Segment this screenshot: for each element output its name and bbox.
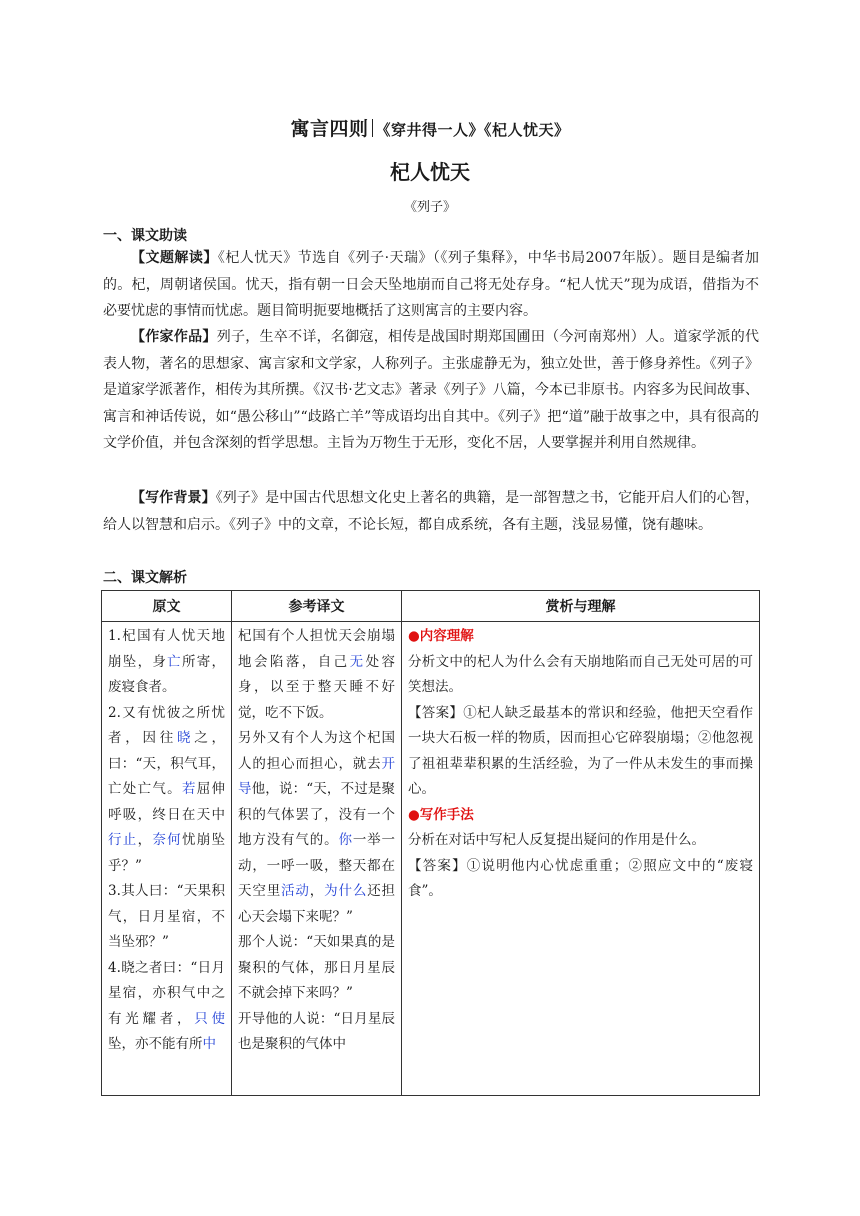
paragraph-text: 列子，生卒不详，名御寇，相传是战国时期郑国圃田（今河南郑州）人。道家学派的代表人物，著名的思想家、寓言家和文学家，人称列子。主张虚静无为，独立处世，善于修身养性。《列子》是道家学派著作，相传为其所撰。《汉书·艺文志》著录《列子》八篇，今本已非原书。内容多为民间故事、寓言和神话传说，如“愚公移山”“歧路亡羊”等成语均出自其中。《列子》把“道”融于故事之中，具有很高的文学价值，并包含深刻的哲学思想。主旨为万物生于无形，变化不居，人要掌握并利用自然规律。 [103,329,760,451]
paragraph-author-works [103,324,759,457]
table-header-row [102,591,760,622]
translation-cell [232,622,402,1096]
translation-sentence-2: 另外又有个人为这个杞国人的担心而担心，就去开导他，说：“天，不过是聚积的气体罢了，没有一个地方没有气的。你一举一动，一呼一吸，整天都在天空里活动，为什么还担心天会塌下来呢？” [238,730,396,925]
title-separator [372,119,373,137]
key-word: 行止 [108,832,138,848]
key-word: 你 [338,832,353,848]
paragraph-tag: 【作家作品】 [131,329,217,345]
analysis-table [101,590,760,1096]
section-heading-guide: 一、课文助读 [103,228,187,244]
section-heading-analysis: 二、课文解析 [103,570,187,586]
question-1: 分析文中的杞人为什么会有天崩地陷而自己无处可居的可笑想法。 [408,653,753,695]
column-header-translation: 参考译文 [232,591,402,622]
table-row [102,622,760,1096]
question-2: 分析在对话中写杞人反复提出疑问的作用是什么。 [408,832,705,848]
paragraph-text: 《列子》是中国古代思想文化史上著名的典籍，是一部智慧之书，它能开启人们的心智，给人以智慧和启示。《列子》中的文章，不论长短，都自成系统，各有主题，浅显易懂，饶有趣味。 [103,490,760,533]
translation-sentence-3: 那个人说：“天如果真的是聚积的气体，那日月星辰不就会掉下来吗？” [238,934,395,1001]
paragraph-tag: 【写作背景】 [131,490,216,506]
key-word: 活动 [281,883,310,899]
key-word: 开导 [238,755,395,797]
answer-2: 【答案】①说明他内心忧虑重重；②照应文中的“废寝食”。 [408,857,753,899]
key-word: 为什么 [324,883,368,899]
paragraph-tag: 【文题解读】 [131,250,218,266]
analysis-cell [402,622,760,1096]
key-word: 中 [202,1036,216,1052]
lesson-title: 杞人忧天 [390,160,470,184]
title-sub: 《穿井得一人》《杞人忧天》 [375,121,570,139]
writing-technique-heading: ●写作手法 [408,806,474,823]
key-word: 晓 [177,730,195,746]
paragraph-title-interpretation [103,245,759,325]
original-sentence-4: 4.晓之者曰：“日月星宿，亦积气中之有光耀者，只使坠，亦不能有所中 [108,959,225,1052]
original-sentence-1: 1.杞国有人忧天地崩坠，身亡所寄，废寝食者。 [108,628,226,695]
key-word: 只使 [194,1010,225,1027]
content-understanding-heading: ●内容理解 [408,628,474,644]
original-sentence-3: 3.其人曰：“天果积气，日月星宿，不当坠邪？” [108,883,225,950]
key-word: 亡 [167,653,182,670]
column-header-original: 原文 [102,591,232,622]
answer-1: 【答案】①杞人缺乏最基本的常识和经验，他把天空看作一块大石板一样的物质，因而担心它碎裂崩塌；②他忽视了祖祖辈辈积累的生活经验，为了一件从未发生的事而操心。 [408,704,753,797]
translation-sentence-4: 开导他的人说：“日月星辰也是聚积的气体中 [238,1010,395,1052]
key-word: 无 [349,653,366,670]
title-main: 寓言四则 [290,118,369,140]
source-label: 《列子》 [403,200,456,215]
column-header-analysis: 赏析与理解 [402,591,760,622]
original-sentence-2: 2.又有忧彼之所忧者，因往晓之，曰：“天，积气耳，亡处亡气。若屈伸呼吸，终日在天中行止，奈何忧崩坠乎？” [108,704,226,874]
page-title [0,114,860,141]
paragraph-text: 《杞人忧天》节选自《列子·天瑞》（《列子集释》，中华书局2007年版）。题目是编者加的。杞，周朝诸侯国。忧天，指有朝一日会天坠地崩而自己将无处存身。“杞人忧天”现为成语，借指为不必要忧虑的事情而忧虑。题目简明扼要地概括了这则寓言的主要内容。 [103,250,760,319]
paragraph-background [103,485,759,538]
key-word: 若 [181,781,197,797]
key-word: 奈何 [152,832,182,848]
original-text-cell [102,622,232,1096]
translation-sentence-1: 杞国有个人担忧天会崩塌地会陷落，自己无处容身，以至于整天睡不好觉，吃不下饭。 [238,628,396,721]
